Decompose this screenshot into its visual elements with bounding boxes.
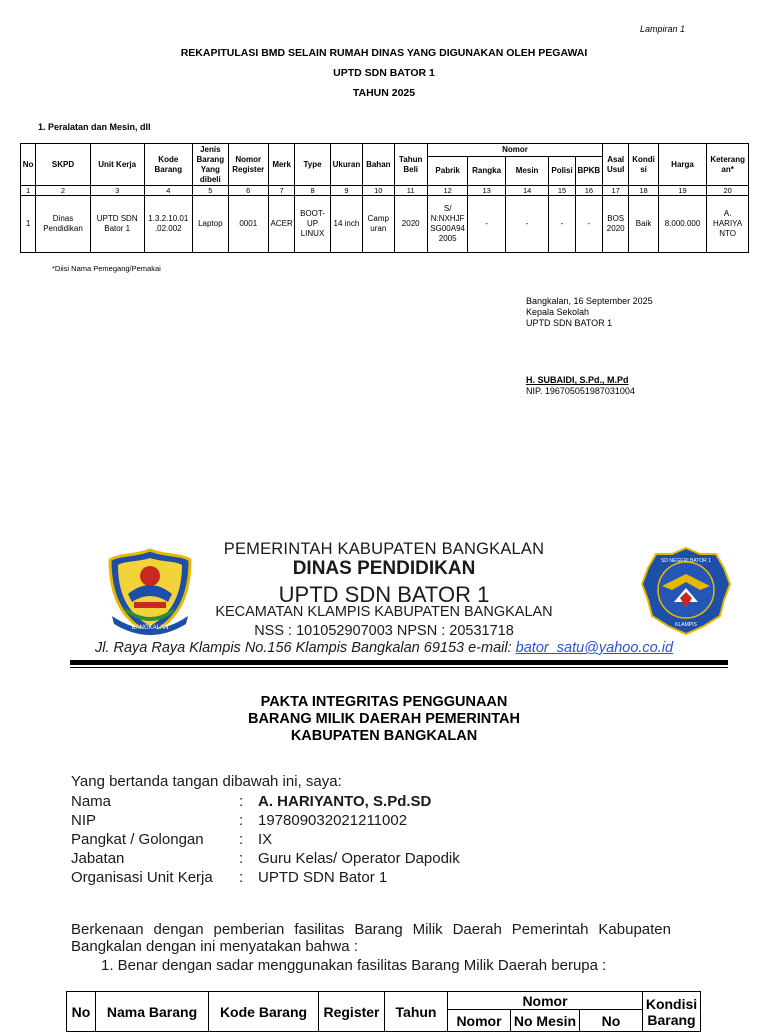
identity-value: 197809032021211002 bbox=[258, 812, 408, 829]
cell-rangka: - bbox=[468, 196, 505, 253]
cell-jenis-barang: Laptop bbox=[193, 196, 228, 253]
th-skpd: SKPD bbox=[36, 144, 91, 186]
th-jenis-barang: Jenis Barang Yang dibeli bbox=[193, 144, 228, 186]
signature-nip: NIP. 196705051987031004 bbox=[526, 386, 635, 396]
cell-bahan: Camp uran bbox=[363, 196, 394, 253]
asset-th-no: No bbox=[67, 992, 96, 1032]
th-bahan: Bahan bbox=[363, 144, 394, 186]
col-number: 5 bbox=[193, 186, 228, 196]
cell-kode-barang: 1.3.2.10.01 .02.002 bbox=[144, 196, 193, 253]
pakta-title-line2: BARANG MILIK DAERAH PEMERINTAH bbox=[247, 711, 520, 727]
th-pabrik: Pabrik bbox=[427, 157, 467, 186]
identity-row-nip bbox=[71, 812, 691, 831]
asset-th-nomor-sub: Nomor bbox=[448, 1010, 511, 1032]
table-row bbox=[21, 196, 749, 253]
footnote: *Diisi Nama Pemegang/Pemakai bbox=[52, 264, 161, 273]
identity-label: Nama bbox=[71, 793, 112, 810]
cell-harga: 8.000.000 bbox=[658, 196, 707, 253]
identity-label: Organisasi Unit Kerja bbox=[71, 869, 213, 886]
letterhead-government: PEMERINTAH KABUPATEN BANGKALAN bbox=[223, 540, 545, 558]
col-number: 11 bbox=[394, 186, 427, 196]
col-number: 3 bbox=[90, 186, 144, 196]
identity-row-pangkat bbox=[71, 831, 691, 850]
identity-label: Pangkat / Golongan bbox=[71, 831, 204, 848]
lampiran-label: Lampiran 1 bbox=[640, 24, 686, 34]
report-title-line2: UPTD SDN BATOR 1 bbox=[333, 67, 435, 79]
identity-colon: : bbox=[239, 869, 244, 886]
th-nomor-register: Nomor Register bbox=[228, 144, 268, 186]
signature-place-date: Bangkalan, 16 September 2025 bbox=[526, 296, 653, 306]
col-number: 16 bbox=[575, 186, 602, 196]
pakta-title bbox=[0, 694, 768, 745]
identity-value: UPTD SDN Bator 1 bbox=[258, 869, 388, 886]
asset-table bbox=[66, 991, 701, 1032]
col-number: 13 bbox=[468, 186, 505, 196]
col-number: 6 bbox=[228, 186, 268, 196]
th-kode-barang: Kode Barang bbox=[144, 144, 193, 186]
cell-keterangan: A. HARIYA NTO bbox=[707, 196, 749, 253]
asset-th-no-sub: No bbox=[580, 1010, 643, 1032]
statement-line1: Berkenaan dengan pemberian fasilitas Barang Milik Daerah Pemerintah Kabupaten bbox=[71, 921, 671, 938]
asset-th-kondisi: Kondisi Barang bbox=[643, 992, 701, 1032]
th-nomor: Nomor bbox=[427, 144, 602, 157]
th-tahun-beli: Tahun Beli bbox=[394, 144, 427, 186]
th-ukuran: Ukuran bbox=[330, 144, 362, 186]
email-link[interactable]: bator_satu@yahoo.co.id bbox=[515, 640, 674, 656]
identity-row-nama bbox=[71, 793, 691, 812]
col-number: 2 bbox=[36, 186, 91, 196]
address-text: Jl. Raya Raya Klampis No.156 Klampis Bangkalan 69153 e-mail: bbox=[94, 640, 516, 656]
letterhead-school: UPTD SDN BATOR 1 bbox=[278, 582, 490, 607]
signature-unit: UPTD SDN BATOR 1 bbox=[526, 318, 613, 328]
asset-th-tahun: Tahun bbox=[385, 992, 448, 1032]
th-no: No bbox=[21, 144, 36, 186]
cell-merk: ACER bbox=[269, 196, 295, 253]
cell-mesin: - bbox=[505, 196, 549, 253]
identity-colon: : bbox=[239, 850, 244, 867]
logo-left-text: BANGKALAN bbox=[131, 625, 169, 631]
statement-point-1: 1. Benar dengan sadar menggunakan fasilitas Barang Milik Daerah berupa : bbox=[101, 957, 607, 974]
cell-pabrik: S/ N:NXHJF SG00A94 2005 bbox=[427, 196, 467, 253]
col-number: 12 bbox=[427, 186, 467, 196]
th-unit-kerja: Unit Kerja bbox=[90, 144, 144, 186]
asset-th-no-mesin: No Mesin bbox=[511, 1010, 580, 1032]
th-mesin: Mesin bbox=[505, 157, 549, 186]
column-number-row bbox=[21, 186, 749, 196]
cell-polisi: - bbox=[549, 196, 575, 253]
asset-th-register: Register bbox=[319, 992, 385, 1032]
col-number: 1 bbox=[21, 186, 36, 196]
identity-row-jabatan bbox=[71, 850, 691, 869]
cell-nomor-register: 0001 bbox=[228, 196, 268, 253]
letterhead-address bbox=[0, 640, 768, 656]
cell-skpd: Dinas Pendidikan bbox=[36, 196, 91, 253]
asset-th-nomor: Nomor bbox=[448, 992, 643, 1010]
report-title-line3: TAHUN 2025 bbox=[352, 87, 416, 99]
col-number: 14 bbox=[505, 186, 549, 196]
signature-name: H. SUBAIDI, S.Pd., M.Pd bbox=[526, 375, 629, 385]
cell-asal-usul: BOS 2020 bbox=[603, 196, 629, 253]
intro-text: Yang bertanda tangan dibawah ini, saya: bbox=[71, 773, 342, 790]
cell-unit-kerja: UPTD SDN Bator 1 bbox=[90, 196, 144, 253]
logo-right-sub: KLAMPIS bbox=[675, 622, 697, 628]
identity-label: Jabatan bbox=[71, 850, 125, 867]
th-bpkb: BPKB bbox=[575, 157, 602, 186]
rekap-table bbox=[20, 143, 749, 253]
asset-th-nama-barang: Nama Barang bbox=[96, 992, 209, 1032]
asset-th-kode-barang: Kode Barang bbox=[209, 992, 319, 1032]
identity-colon: : bbox=[239, 812, 244, 829]
report-title-line1: REKAPITULASI BMD SELAIN RUMAH DINAS YANG DIGUNAKAN OLEH PEGAWAI bbox=[180, 47, 588, 59]
identity-value: Guru Kelas/ Operator Dapodik bbox=[258, 850, 460, 867]
cell-bpkb: - bbox=[575, 196, 602, 253]
pakta-title-line3: KABUPATEN BANGKALAN bbox=[290, 728, 478, 744]
cell-type: BOOT-UP LINUX bbox=[295, 196, 330, 253]
identity-colon: : bbox=[239, 793, 244, 810]
logo-right-text: SD NEGERI BATOR 1 bbox=[661, 558, 711, 564]
cell-no: 1 bbox=[21, 196, 36, 253]
signature-position: Kepala Sekolah bbox=[526, 307, 590, 317]
col-number: 7 bbox=[269, 186, 295, 196]
th-asal-usul: Asal Usul bbox=[603, 144, 629, 186]
statement-line2: Bangkalan dengan ini menyatakan bahwa : bbox=[71, 938, 358, 955]
th-kondisi: Kondi si bbox=[629, 144, 658, 186]
cell-ukuran: 14 inch bbox=[330, 196, 362, 253]
cell-tahun-beli: 2020 bbox=[394, 196, 427, 253]
letterhead-nss-npsn: NSS : 101052907003 NPSN : 20531718 bbox=[254, 623, 514, 639]
letterhead-agency: DINAS PENDIDIKAN bbox=[292, 558, 476, 579]
th-polisi: Polisi bbox=[549, 157, 575, 186]
letterhead-district: KECAMATAN KLAMPIS KABUPATEN BANGKALAN bbox=[215, 604, 553, 620]
identity-value: A. HARIYANTO, S.Pd.SD bbox=[258, 793, 432, 810]
identity-value: IX bbox=[258, 831, 273, 848]
col-number: 18 bbox=[629, 186, 658, 196]
th-merk: Merk bbox=[269, 144, 295, 186]
identity-colon: : bbox=[239, 831, 244, 848]
col-number: 8 bbox=[295, 186, 330, 196]
letterhead-rule-thin bbox=[70, 667, 728, 668]
identity-row-unit-kerja bbox=[71, 869, 691, 888]
col-number: 15 bbox=[549, 186, 575, 196]
th-harga: Harga bbox=[658, 144, 707, 186]
col-number: 9 bbox=[330, 186, 362, 196]
pakta-title-line1: PAKTA INTEGRITAS PENGGUNAAN bbox=[260, 694, 508, 710]
th-keterangan: Keterang an* bbox=[707, 144, 749, 186]
col-number: 17 bbox=[603, 186, 629, 196]
cell-kondisi: Baik bbox=[629, 196, 658, 253]
col-number: 19 bbox=[658, 186, 707, 196]
identity-label: NIP bbox=[71, 812, 97, 829]
col-number: 10 bbox=[363, 186, 394, 196]
th-type: Type bbox=[295, 144, 330, 186]
section-heading: 1. Peralatan dan Mesin, dll bbox=[38, 122, 151, 132]
letterhead-rule-thick bbox=[70, 660, 728, 665]
th-rangka: Rangka bbox=[468, 157, 505, 186]
col-number: 4 bbox=[144, 186, 193, 196]
col-number: 20 bbox=[707, 186, 749, 196]
